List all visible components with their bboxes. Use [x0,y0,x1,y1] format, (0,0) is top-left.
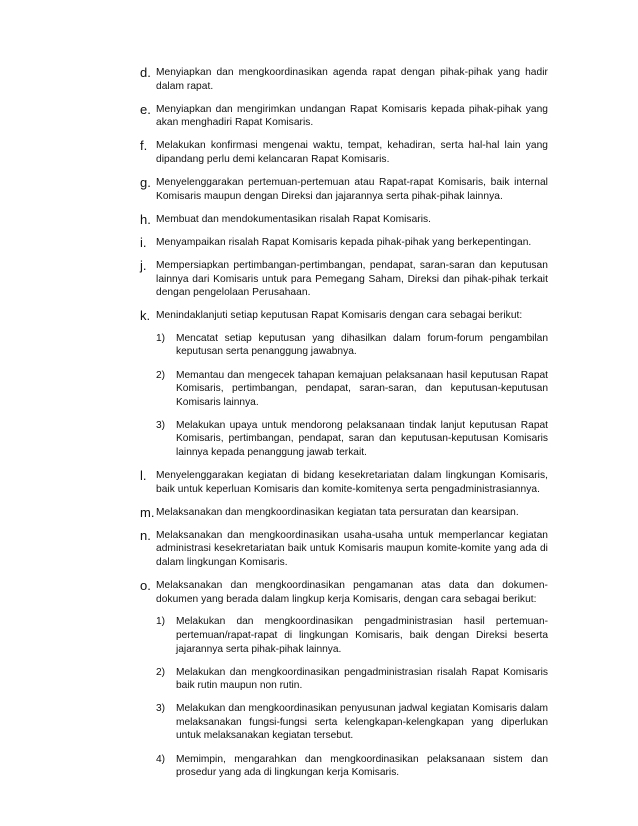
list-item-text: Menyelenggarakan pertemuan-pertemuan atau Rapat-rapat Komisaris, baik internal Komisaris maupun dengan Direksi dan jajarannya serta pihak-pihak lainnya. [156,177,548,202]
list-item-marker: h. [140,211,151,227]
list-item [140,236,548,250]
list-item [140,309,548,459]
sub-list-item-marker: 2) [156,369,166,381]
list-item [140,506,548,520]
sub-list-item [156,753,548,780]
list-item [140,529,548,570]
list-item-marker: k. [140,308,151,324]
list-item-text: Melaksanakan dan mengkoordinasikan kegiatan tata persuratan dan kearsipan. [156,506,519,518]
list-item [140,176,548,203]
sub-list-item-text: Melakukan dan mengkoordinasikan penyusunan jadwal kegiatan Komisaris dalam melaksanakan fungsi-fungsi serta kelengkapan-kelengkapan yang diperlukan untuk melaksanakan kegiatan tersebut. [176,703,548,742]
sub-list-item-marker: 3) [156,419,166,431]
list-item-marker: o. [140,578,151,594]
sub-list-item [156,332,548,359]
sub-list-item-marker: 2) [156,666,166,678]
list-item-text: Membuat dan mendokumentasikan risalah Rapat Komisaris. [156,213,432,225]
list-item-marker: n. [140,527,151,543]
list-item [140,579,548,780]
list-item [140,259,548,300]
duties-list [140,66,548,780]
list-item-text: Melaksanakan dan mengkoordinasikan usaha-usaha untuk memperlancar kegiatan administrasi kesekretariatan baik untuk Komisaris maupun komite-komite yang ada di dalam lingkungan Komisaris. [156,529,548,569]
list-item [140,66,548,93]
sub-list-item-marker: 4) [156,753,166,765]
sub-list [156,615,548,779]
list-item-marker: l. [140,468,147,484]
sub-list-item-text: Memimpin, mengarahkan dan mengkoordinasikan pelaksanaan sistem dan prosedur yang ada di lingkungan kerja Komisaris. [176,753,548,779]
list-item-marker: m. [140,504,155,520]
sub-list-item-marker: 1) [156,616,166,628]
sub-list-item-text: Mencatat setiap keputusan yang dihasilkan dalam forum-forum pengambilan keputusan serta penanggung jawabnya. [176,332,548,358]
sub-list-item [156,615,548,656]
list-item-marker: i. [140,234,147,250]
list-item-text: Melakukan konfirmasi mengenai waktu, tempat, kehadiran, serta hal-hal lain yang dipandang perlu demi kelancaran Rapat Komisaris. [156,140,548,165]
list-item-marker: g. [140,175,151,191]
list-item [140,103,548,130]
sub-list-item [156,369,548,410]
list-item-marker: e. [140,101,151,117]
sub-list-item-text: Melakukan upaya untuk mendorong pelaksanaan tindak lanjut keputusan Rapat Komisaris, pertimbangan, pendapat, saran dan keputusan-keputusan Komisaris lainnya kepada penanggung jawab terkait. [176,419,548,458]
list-item [140,469,548,496]
list-item-text: Menyampaikan risalah Rapat Komisaris kepada pihak-pihak yang berkepentingan. [156,236,532,248]
list-item-text: Menyiapkan dan mengkoordinasikan agenda rapat dengan pihak-pihak yang hadir dalam rapat. [156,67,548,92]
list-item-text: Menindaklanjuti setiap keputusan Rapat Komisaris dengan cara sebagai berikut: [156,310,523,322]
sub-list-item-text: Melakukan dan mengkoordinasikan pengadministrasian hasil pertemuan-pertemuan/rapat-rapat di lingkungan Komisaris, baik dengan Direksi beserta jajarannya serta pihak-pihak lainnya. [176,616,548,655]
sub-list [156,332,548,460]
list-item-text: Melaksanakan dan mengkoordinasikan pengamanan atas data dan dokumen-dokumen yang berada dalam lingkup kerja Komisaris, dengan cara sebagai berikut: [156,580,548,605]
sub-list-item-text: Memantau dan mengecek tahapan kemajuan pelaksanaan hasil keputusan Rapat Komisaris, pertimbangan, pendapat, saran-saran, dan keputusan-keputusan Komisaris lainnya. [176,369,548,408]
sub-list-item [156,666,548,693]
list-item-marker: d. [140,65,151,80]
list-item [140,139,548,166]
list-item [140,213,548,227]
list-item-text: Menyiapkan dan mengirimkan undangan Rapat Komisaris kepada pihak-pihak yang akan menghadiri Rapat Komisaris. [156,103,548,129]
sub-list-item [156,702,548,743]
list-item-marker: f. [140,138,148,154]
list-item-marker: j. [140,257,147,273]
sub-list-item-marker: 3) [156,703,166,715]
sub-list-item-text: Melakukan dan mengkoordinasikan pengadministrasian risalah Rapat Komisaris baik rutin maupun non rutin. [176,666,548,692]
list-item-text: Mempersiapkan pertimbangan-pertimbangan, pendapat, saran-saran dan keputusan lainnya dari Komisaris untuk para Pemegang Saham, Direksi dan pihak-pihak terkait dengan pengelolaan Perusahaan. [156,259,548,299]
sub-list-item [156,419,548,460]
list-item-text: Menyelenggarakan kegiatan di bidang kesekretariatan dalam lingkungan Komisaris, baik untuk keperluan Komisaris dan komite-komitenya serta pengadministrasiannya. [156,470,548,495]
sub-list-item-marker: 1) [156,332,166,344]
